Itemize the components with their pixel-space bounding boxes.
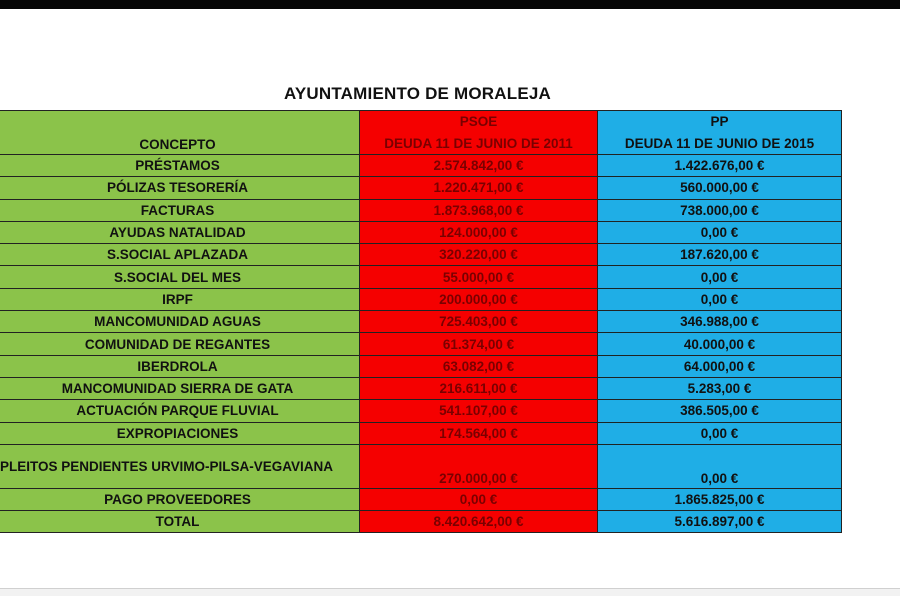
table-row <box>0 356 842 378</box>
table-row <box>0 445 842 489</box>
concepto-cell: ACTUACIÓN PARQUE FLUVIAL <box>0 400 360 421</box>
concepto-cell: PAGO PROVEEDORES <box>0 489 360 510</box>
pp-cell: 1.865.825,00 € <box>598 489 842 510</box>
pp-cell: 0,00 € <box>598 266 842 287</box>
debt-table <box>0 110 842 533</box>
psoe-cell: 1.873.968,00 € <box>360 200 598 221</box>
table-row <box>0 378 842 400</box>
table-row <box>0 177 842 199</box>
psoe-cell: 725.403,00 € <box>360 311 598 332</box>
table-row <box>0 423 842 445</box>
concepto-cell: PRÉSTAMOS <box>0 155 360 176</box>
pp-cell: 560.000,00 € <box>598 177 842 198</box>
total-psoe: 8.420.642,00 € <box>360 511 598 532</box>
concepto-cell: IBERDROLA <box>0 356 360 377</box>
concepto-cell: PÓLIZAS TESORERÍA <box>0 177 360 198</box>
header-pp <box>598 111 842 154</box>
header-concepto: CONCEPTO <box>0 111 360 154</box>
concepto-cell: S.SOCIAL DEL MES <box>0 266 360 287</box>
psoe-cell: 55.000,00 € <box>360 266 598 287</box>
page-title: AYUNTAMIENTO DE MORALEJA <box>283 84 552 103</box>
pp-cell: 0,00 € <box>598 289 842 310</box>
psoe-cell: 0,00 € <box>360 489 598 510</box>
concepto-cell: MANCOMUNIDAD AGUAS <box>0 311 360 332</box>
total-label: TOTAL <box>0 511 360 532</box>
concepto-cell: FACTURAS <box>0 200 360 221</box>
header-psoe-date: DEUDA 11 DE JUNIO DE 2011 <box>384 135 573 151</box>
table-row <box>0 400 842 422</box>
header-pp-party: PP <box>710 114 729 130</box>
pp-cell: 346.988,00 € <box>598 311 842 332</box>
concepto-cell: IRPF <box>0 289 360 310</box>
psoe-cell: 216.611,00 € <box>360 378 598 399</box>
pp-cell: 0,00 € <box>598 445 842 488</box>
table-row <box>0 222 842 244</box>
concepto-cell: AYUDAS NATALIDAD <box>0 222 360 243</box>
table-row <box>0 311 842 333</box>
psoe-cell: 320.220,00 € <box>360 244 598 265</box>
table-row <box>0 289 842 311</box>
pp-cell: 386.505,00 € <box>598 400 842 421</box>
pp-cell: 0,00 € <box>598 423 842 444</box>
psoe-cell: 270.000,00 € <box>360 445 598 488</box>
concepto-cell: EXPROPIACIONES <box>0 423 360 444</box>
table-row <box>0 489 842 511</box>
table-row <box>0 266 842 288</box>
table-row <box>0 244 842 266</box>
psoe-cell: 1.220.471,00 € <box>360 177 598 198</box>
concepto-cell: PLEITOS PENDIENTES URVIMO-PILSA-VEGAVIANA <box>0 445 360 488</box>
psoe-cell: 200.000,00 € <box>360 289 598 310</box>
pp-cell: 187.620,00 € <box>598 244 842 265</box>
header-psoe <box>360 111 598 154</box>
psoe-cell: 124.000,00 € <box>360 222 598 243</box>
top-bar <box>0 0 900 9</box>
pp-cell: 738.000,00 € <box>598 200 842 221</box>
pp-cell: 5.283,00 € <box>598 378 842 399</box>
psoe-cell: 61.374,00 € <box>360 333 598 354</box>
concepto-cell: MANCOMUNIDAD SIERRA DE GATA <box>0 378 360 399</box>
header-psoe-party: PSOE <box>459 114 498 130</box>
psoe-cell: 174.564,00 € <box>360 423 598 444</box>
psoe-cell: 63.082,00 € <box>360 356 598 377</box>
psoe-cell: 2.574.842,00 € <box>360 155 598 176</box>
pp-cell: 1.422.676,00 € <box>598 155 842 176</box>
table-header <box>0 110 842 155</box>
total-row <box>0 511 842 533</box>
pp-cell: 0,00 € <box>598 222 842 243</box>
total-pp: 5.616.897,00 € <box>598 511 842 532</box>
pp-cell: 40.000,00 € <box>598 333 842 354</box>
concepto-cell: S.SOCIAL APLAZADA <box>0 244 360 265</box>
table-row <box>0 155 842 177</box>
concepto-cell: COMUNIDAD DE REGANTES <box>0 333 360 354</box>
table-row <box>0 200 842 222</box>
header-pp-date: DEUDA 11 DE JUNIO DE 2015 <box>624 135 815 151</box>
psoe-cell: 541.107,00 € <box>360 400 598 421</box>
pp-cell: 64.000,00 € <box>598 356 842 377</box>
table-row <box>0 333 842 355</box>
